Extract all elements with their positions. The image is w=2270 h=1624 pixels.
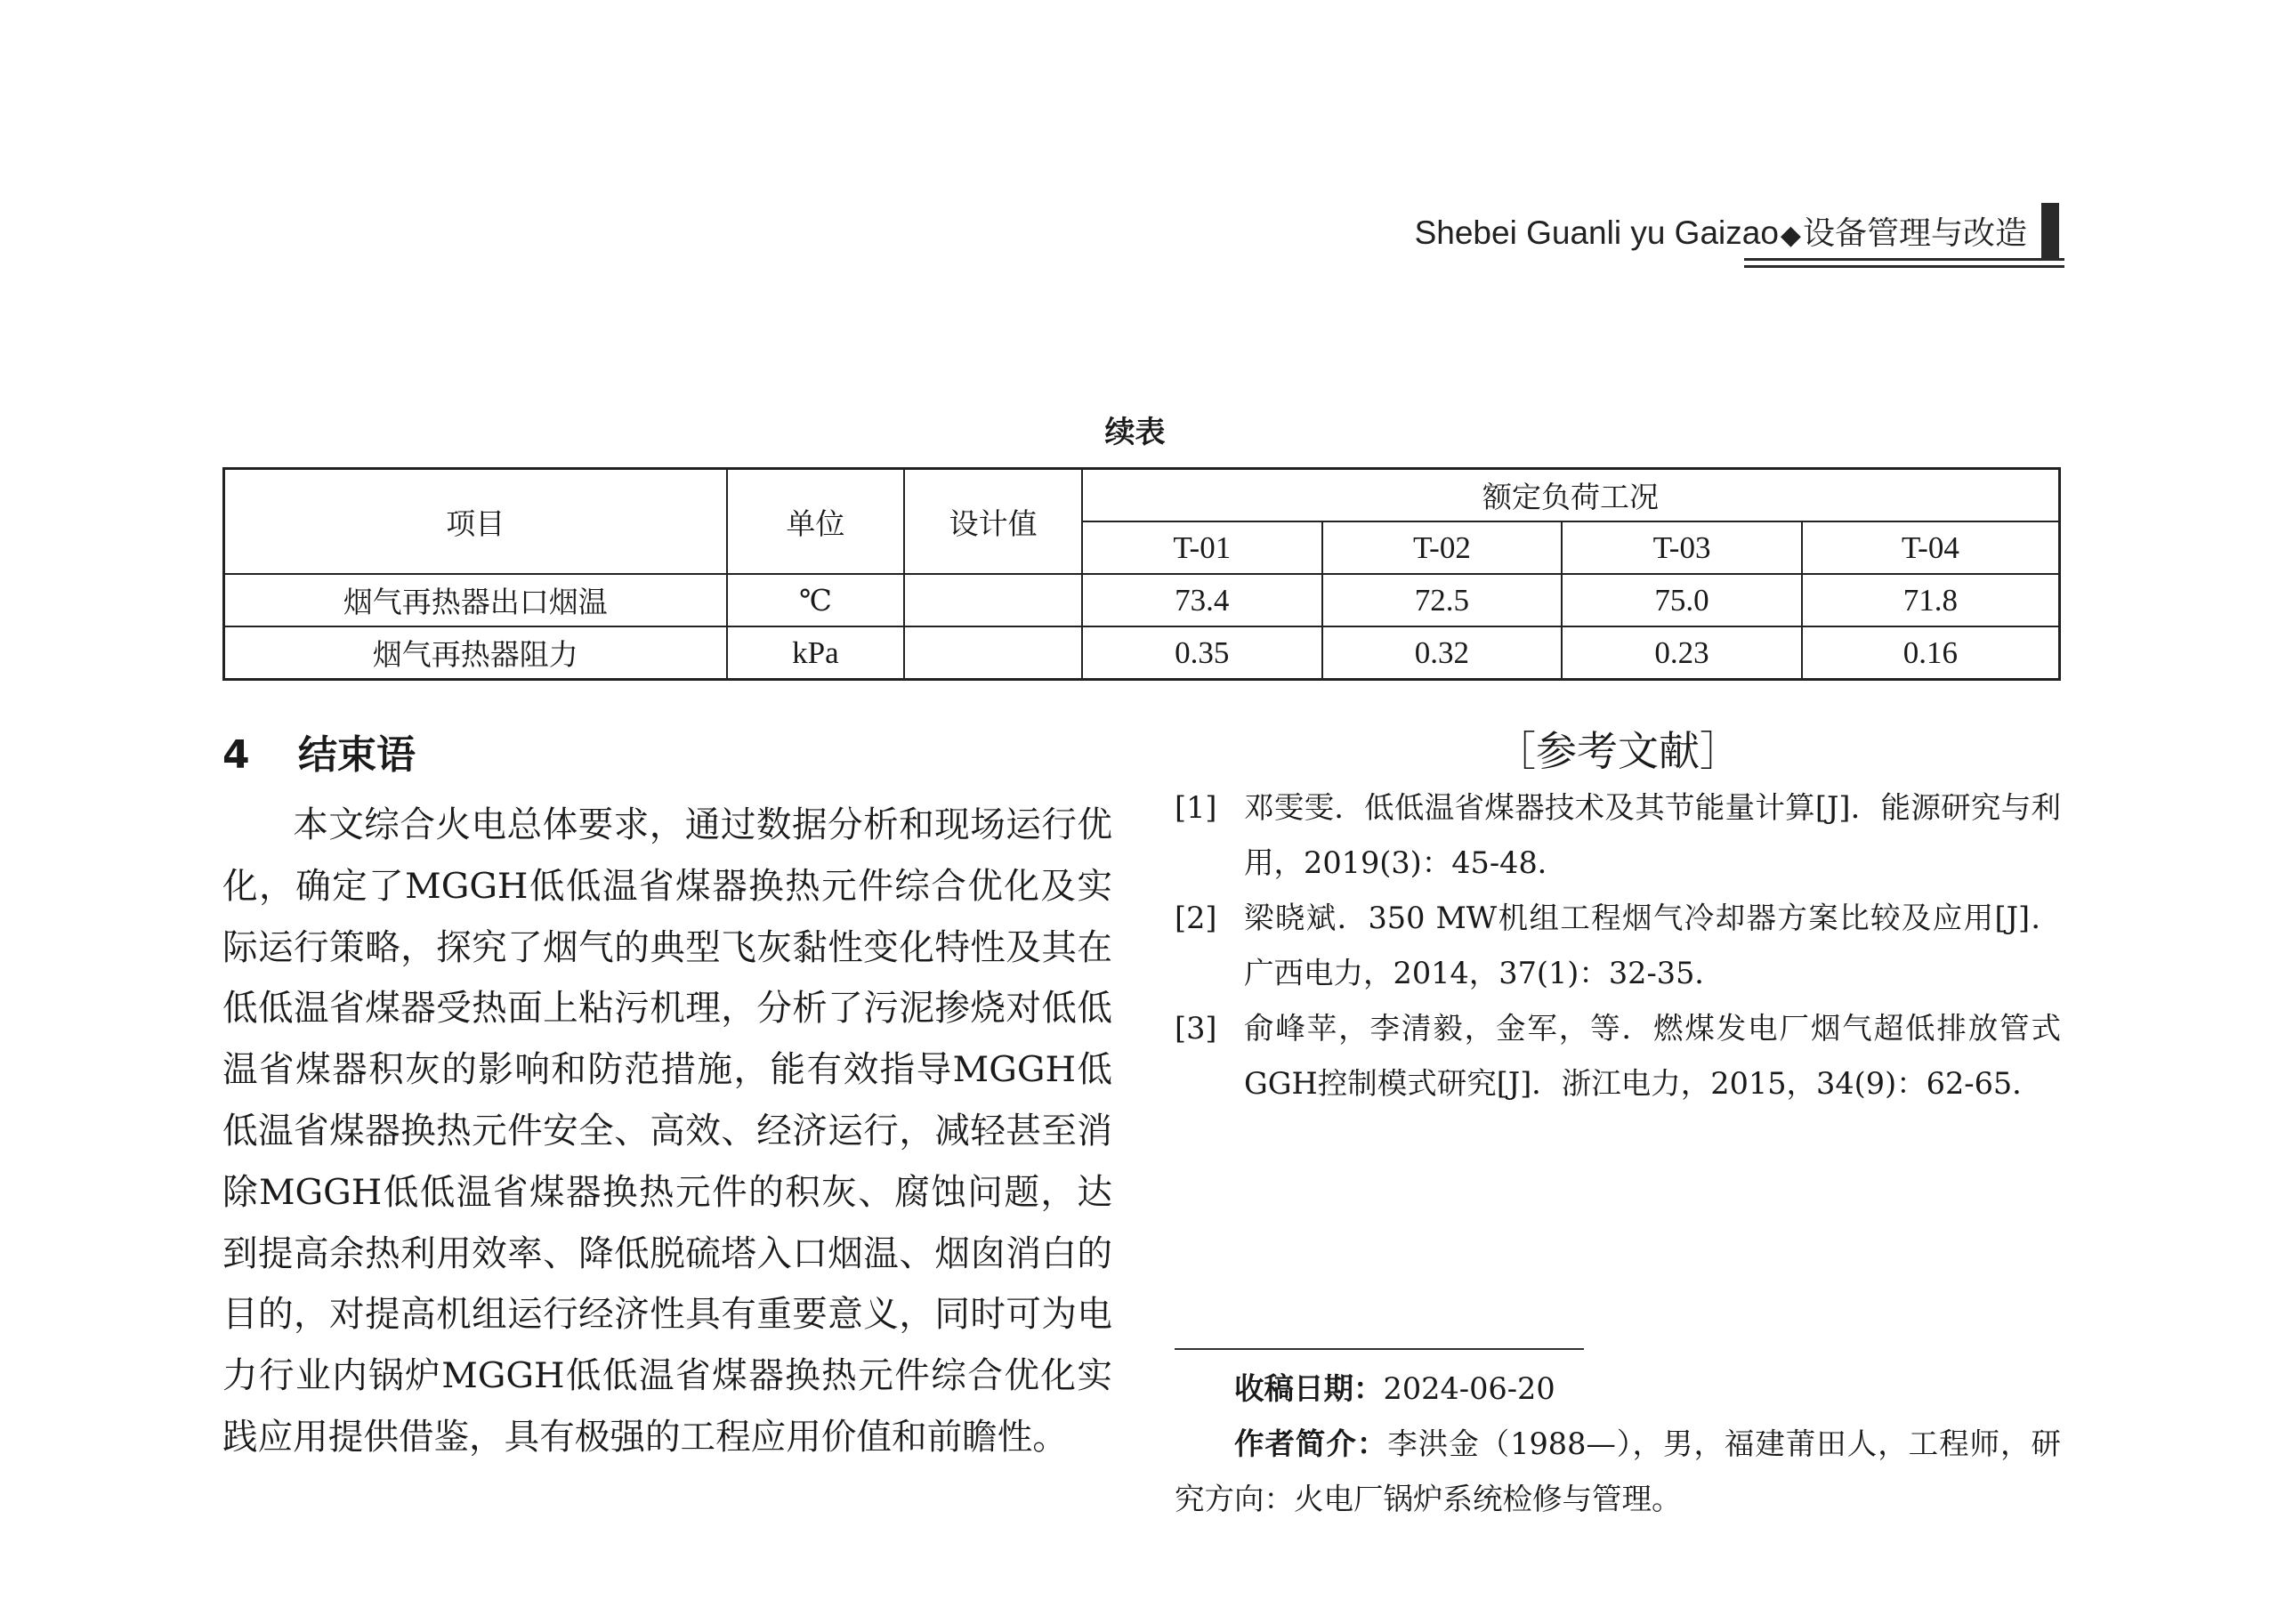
cell-design-value <box>904 574 1082 626</box>
header-item: 项目 <box>224 469 727 575</box>
data-table <box>222 467 2061 681</box>
conclusion-paragraph: 本文综合火电总体要求，通过数据分析和现场运行优化，确定了MGGH低低温省煤器换热元件综合优化及实际运行策略，探究了烟气的典型飞灰黏性变化特性及其在低低温省煤器受热面上粘污机理，分析了污泥掺烧对低低温省煤器积灰的影响和防范措施，能有效指导MGGH低低温省煤器换热元件安全、高效、经济运行，减轻甚至消除MGGH低低温省煤器换热元件的积灰、腐蚀问题，达到提高余热利用效率、降低脱硫塔入口烟温、烟囱消白的目的，对提高机组运行经济性具有重要意义，同时可为电力行业内锅炉MGGH低低温省煤器换热元件综合优化实践应用提供借鉴，具有极强的工程应用价值和前瞻性。 <box>222 804 1112 1458</box>
author-bio-note <box>1175 1417 2061 1527</box>
cell-design-value <box>904 626 1082 680</box>
journal-title: 设备管理与改造 <box>1802 215 2027 252</box>
cell-value: 0.16 <box>1802 626 2060 680</box>
section-number: 4 <box>222 732 250 778</box>
reference-item <box>1175 1001 2061 1111</box>
cell-item: 烟气再热器阻力 <box>224 626 727 680</box>
received-label: 收稿日期： <box>1234 1371 1384 1406</box>
table-caption: 续表 <box>1104 415 1166 450</box>
header-col-t03: T-03 <box>1562 521 1802 574</box>
cell-unit: kPa <box>727 626 905 680</box>
cell-value: 0.32 <box>1322 626 1563 680</box>
header-col-t02: T-02 <box>1322 521 1563 574</box>
section-heading <box>222 723 416 780</box>
reference-text: 俞峰苹，李清毅，金军，等．燃煤发电厂烟气超低排放管式GGH控制模式研究[J]．浙江电力，2015，34(9)：62-65． <box>1244 1011 2061 1101</box>
table-row <box>224 626 2060 680</box>
reference-number: [1] <box>1175 790 1217 825</box>
references-list <box>1175 780 2061 1111</box>
journal-pinyin: Shebei Guanli yu Gaizao <box>1414 214 1779 251</box>
header-rule <box>1744 265 2064 268</box>
footnote-rule <box>1175 1348 1584 1350</box>
reference-number: [2] <box>1175 901 1217 935</box>
received-date: 2024-06-20 <box>1383 1371 1555 1406</box>
author-bio: 李洪金（1988—），男，福建莆田人，工程师，研究方向：火电厂锅炉系统检修与管理。 <box>1175 1426 2061 1516</box>
header-col-t01: T-01 <box>1082 521 1322 574</box>
received-date-note <box>1175 1361 2061 1417</box>
cell-value: 73.4 <box>1082 574 1322 626</box>
running-header <box>1335 203 2064 274</box>
author-label: 作者简介： <box>1234 1426 1388 1461</box>
header-group: 额定负荷工况 <box>1082 469 2060 522</box>
diamond-separator-icon: ◆ <box>1780 220 1801 251</box>
cell-value: 0.35 <box>1082 626 1322 680</box>
cell-item: 烟气再热器出口烟温 <box>224 574 727 626</box>
reference-text: 梁晓斌．350 MW机组工程烟气冷却器方案比较及应用[J]．广西电力，2014，37(1)：32-35． <box>1244 901 2061 990</box>
section-title: 结束语 <box>298 732 416 778</box>
references-heading: ［参考文献］ <box>1495 727 1741 775</box>
cell-value: 71.8 <box>1802 574 2060 626</box>
reference-text: 邓雯雯．低低温省煤器技术及其节能量计算[J]．能源研究与利用，2019(3)：45-48． <box>1244 790 2061 880</box>
header-rule <box>1744 258 2064 261</box>
header-col-t04: T-04 <box>1802 521 2060 574</box>
cell-unit: ℃ <box>727 574 905 626</box>
table-row <box>224 574 2060 626</box>
running-header-text <box>1415 208 2027 254</box>
reference-number: [3] <box>1175 1011 1217 1046</box>
reference-item <box>1175 780 2061 891</box>
cell-value: 72.5 <box>1322 574 1563 626</box>
cell-value: 75.0 <box>1562 574 1802 626</box>
header-design-value: 设计值 <box>904 469 1082 575</box>
table-header-row <box>224 469 2060 522</box>
reference-item <box>1175 891 2061 1001</box>
header-unit: 单位 <box>727 469 905 575</box>
header-bar-decoration <box>2041 203 2059 258</box>
cell-value: 0.23 <box>1562 626 1802 680</box>
